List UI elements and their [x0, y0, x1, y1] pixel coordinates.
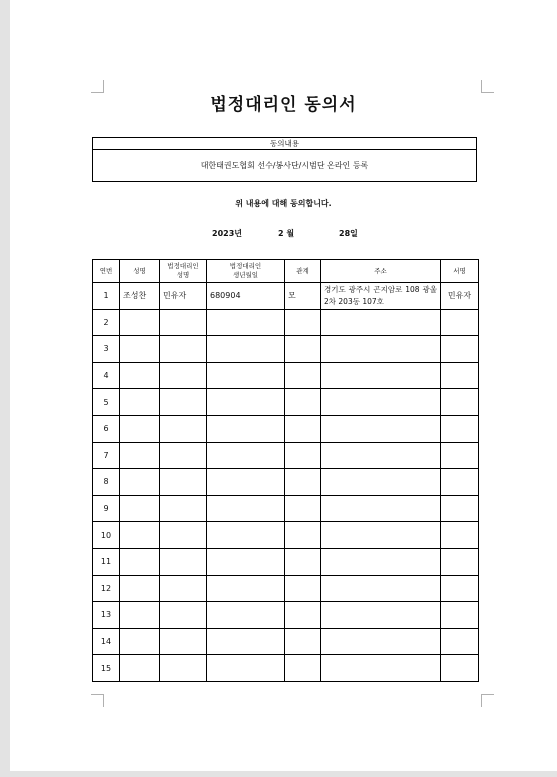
cell-relation[interactable]	[285, 362, 321, 389]
date-year: 2023년	[212, 229, 242, 238]
header-label: 법정대리인	[229, 262, 262, 270]
cell-relation[interactable]	[285, 442, 321, 469]
cell-address[interactable]	[321, 389, 441, 416]
cell-relation[interactable]	[285, 548, 321, 575]
header-label: 관계	[296, 266, 309, 275]
cell-guardian-birth[interactable]	[207, 469, 285, 496]
table-row	[93, 655, 479, 682]
cell-name[interactable]: 조성찬	[120, 283, 160, 310]
cell-address[interactable]	[321, 442, 441, 469]
cell-guardian-birth[interactable]	[207, 442, 285, 469]
table-row	[93, 389, 479, 416]
cell-signature[interactable]	[441, 628, 479, 655]
cell-guardian-name[interactable]	[160, 628, 207, 655]
cell-signature[interactable]	[441, 548, 479, 575]
cell-name[interactable]	[120, 548, 160, 575]
table-row	[93, 495, 479, 522]
cell-address[interactable]	[321, 628, 441, 655]
cell-no[interactable]: 4	[93, 362, 120, 389]
cell-relation[interactable]	[285, 575, 321, 602]
cell-guardian-name[interactable]	[160, 415, 207, 442]
document-page	[10, 0, 557, 771]
cell-signature[interactable]	[441, 336, 479, 363]
cell-address[interactable]	[321, 522, 441, 549]
cell-no[interactable]: 2	[93, 309, 120, 336]
cell-relation[interactable]	[285, 495, 321, 522]
cell-relation[interactable]	[285, 522, 321, 549]
cell-name[interactable]	[120, 389, 160, 416]
header-label: 서명	[453, 266, 466, 275]
cell-name[interactable]	[120, 336, 160, 363]
cell-signature[interactable]	[441, 655, 479, 682]
agree-statement: 위 내용에 대해 동의합니다.	[235, 199, 332, 208]
cell-no[interactable]: 1	[93, 283, 120, 310]
header-guardian-name	[160, 260, 207, 283]
cell-guardian-name[interactable]: 민유자	[160, 283, 207, 310]
cell-relation[interactable]	[285, 389, 321, 416]
cell-no[interactable]: 6	[93, 415, 120, 442]
header-relation	[285, 260, 321, 283]
cell-signature[interactable]	[441, 442, 479, 469]
cell-guardian-name[interactable]	[160, 495, 207, 522]
cell-guardian-name[interactable]	[160, 522, 207, 549]
table-row	[93, 336, 479, 363]
header-guardian-birth	[207, 260, 285, 283]
header-label: 법정대리인	[167, 262, 199, 270]
cell-address[interactable]	[321, 415, 441, 442]
header-label: 성명	[176, 271, 190, 279]
guardian-table	[92, 259, 479, 682]
cell-name[interactable]	[120, 655, 160, 682]
cell-no[interactable]: 3	[93, 336, 120, 363]
cell-no[interactable]: 14	[93, 628, 120, 655]
cell-guardian-name[interactable]	[160, 469, 207, 496]
table-row	[93, 442, 479, 469]
cell-relation[interactable]	[285, 415, 321, 442]
cell-no[interactable]: 8	[93, 469, 120, 496]
cell-address[interactable]	[321, 336, 441, 363]
cell-guardian-birth[interactable]	[207, 575, 285, 602]
table-row	[93, 362, 479, 389]
cell-signature[interactable]	[441, 362, 479, 389]
cell-relation[interactable]	[285, 469, 321, 496]
cell-name[interactable]	[120, 362, 160, 389]
header-label: 연번	[99, 266, 113, 275]
cell-address[interactable]	[321, 548, 441, 575]
table-row	[93, 469, 479, 496]
header-no	[93, 260, 120, 283]
cell-signature[interactable]	[441, 602, 479, 629]
cell-guardian-birth[interactable]	[207, 309, 285, 336]
cell-relation[interactable]	[285, 309, 321, 336]
date-day: 28일	[339, 229, 358, 238]
cell-guardian-birth[interactable]	[207, 389, 285, 416]
cell-relation[interactable]	[285, 655, 321, 682]
cell-guardian-name[interactable]	[160, 548, 207, 575]
cell-guardian-name[interactable]	[160, 602, 207, 629]
cell-no[interactable]: 11	[93, 548, 120, 575]
header-label: 생년월일	[232, 271, 259, 279]
header-address	[321, 260, 441, 283]
date-month: 2 월	[278, 229, 295, 238]
cell-name[interactable]	[120, 415, 160, 442]
cell-guardian-name[interactable]	[160, 336, 207, 363]
cell-address[interactable]	[321, 469, 441, 496]
cell-relation[interactable]	[285, 602, 321, 629]
header-label: 주소	[374, 266, 387, 275]
cell-name[interactable]	[120, 469, 160, 496]
header-label: 성명	[133, 266, 146, 275]
cell-relation[interactable]	[285, 336, 321, 363]
cell-no[interactable]: 7	[93, 442, 120, 469]
cell-guardian-name[interactable]	[160, 575, 207, 602]
cell-guardian-birth[interactable]	[207, 655, 285, 682]
cell-signature[interactable]: 민유자	[441, 283, 479, 310]
header-signature	[441, 260, 479, 283]
consent-header: 동의내용	[93, 138, 476, 150]
cell-no[interactable]: 12	[93, 575, 120, 602]
cell-address[interactable]	[321, 495, 441, 522]
cell-address[interactable]	[321, 655, 441, 682]
cell-guardian-birth[interactable]	[207, 362, 285, 389]
cell-signature[interactable]	[441, 522, 479, 549]
cell-guardian-birth[interactable]	[207, 415, 285, 442]
cell-guardian-name[interactable]	[160, 309, 207, 336]
cell-signature[interactable]	[441, 575, 479, 602]
header-name	[120, 260, 160, 283]
cell-name[interactable]	[120, 628, 160, 655]
cell-guardian-birth[interactable]	[207, 628, 285, 655]
cell-name[interactable]	[120, 442, 160, 469]
consent-box	[92, 137, 477, 182]
table-row	[93, 548, 479, 575]
cell-signature[interactable]	[441, 415, 479, 442]
cell-name[interactable]	[120, 602, 160, 629]
cell-name[interactable]	[120, 495, 160, 522]
consent-text: 대한태권도협회 선수/봉사단/시범단 온라인 등록	[200, 161, 369, 170]
table-row	[93, 628, 479, 655]
cell-guardian-birth[interactable]	[207, 522, 285, 549]
cell-signature[interactable]	[441, 495, 479, 522]
cell-guardian-birth[interactable]	[207, 602, 285, 629]
margin-mark-bottom-left	[91, 694, 104, 707]
cell-signature[interactable]	[441, 309, 479, 336]
table-row	[93, 522, 479, 549]
cell-guardian-birth[interactable]	[207, 495, 285, 522]
cell-no[interactable]: 10	[93, 522, 120, 549]
cell-guardian-name[interactable]	[160, 389, 207, 416]
cell-guardian-birth[interactable]: 680904	[207, 283, 285, 310]
cell-name[interactable]	[120, 575, 160, 602]
cell-address[interactable]: 경기도 광주시 곤지암로 108 광울2차 203동 107호	[321, 283, 441, 310]
cell-no[interactable]: 9	[93, 495, 120, 522]
cell-name[interactable]	[120, 522, 160, 549]
table-header-row	[93, 260, 479, 283]
cell-relation[interactable]: 모	[285, 283, 321, 310]
cell-guardian-name[interactable]	[160, 362, 207, 389]
cell-guardian-birth[interactable]	[207, 336, 285, 363]
cell-no[interactable]: 13	[93, 602, 120, 629]
table-row	[93, 309, 479, 336]
cell-guardian-birth[interactable]	[207, 548, 285, 575]
cell-address[interactable]	[321, 602, 441, 629]
table-row	[93, 602, 479, 629]
cell-signature[interactable]	[441, 389, 479, 416]
cell-address[interactable]	[321, 362, 441, 389]
cell-name[interactable]	[120, 309, 160, 336]
cell-relation[interactable]	[285, 628, 321, 655]
cell-guardian-name[interactable]	[160, 442, 207, 469]
document-title: 법정대리인 동의서	[210, 95, 357, 115]
table-row	[93, 415, 479, 442]
margin-mark-bottom-right	[481, 694, 494, 707]
table-row	[93, 575, 479, 602]
cell-address[interactable]	[321, 575, 441, 602]
cell-guardian-name[interactable]	[160, 655, 207, 682]
cell-address[interactable]	[321, 309, 441, 336]
cell-signature[interactable]	[441, 469, 479, 496]
table-row	[93, 283, 479, 310]
cell-no[interactable]: 15	[93, 655, 120, 682]
cell-no[interactable]: 5	[93, 389, 120, 416]
